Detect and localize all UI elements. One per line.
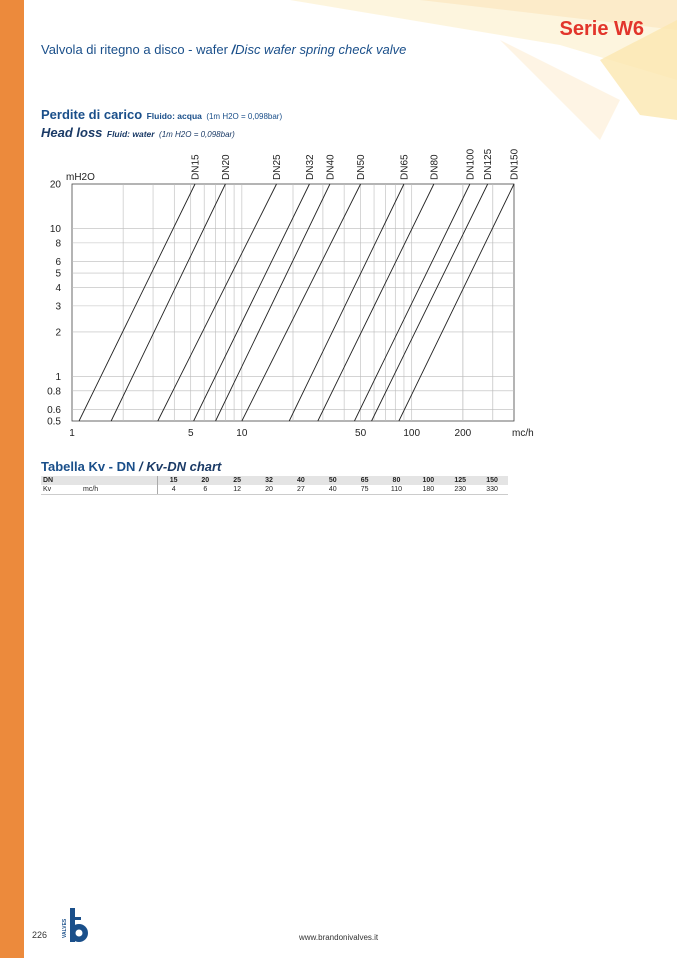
kv-header-row [41,476,508,485]
series-label-dn40: DN40 [325,154,337,180]
series-label-dn80: DN80 [429,154,441,180]
series-label-dn32: DN32 [304,154,316,180]
headloss-chart [0,140,677,450]
kv-header-cell: 15 [158,476,190,485]
kv-table-title [41,459,221,474]
kv-value-cell: 12 [221,485,253,495]
kv-value-cell: 330 [476,485,508,495]
kv-value-cell: 27 [285,485,317,495]
y-tick-label: 0.6 [47,404,61,416]
y-tick-label: 0.8 [47,386,61,398]
kv-header-cell: 125 [444,476,476,485]
kv-value-cell: Kv [41,485,81,495]
kv-value-cell: 180 [412,485,444,495]
y-tick-label: 1 [55,371,61,383]
headloss-note-en: (1m H2O = 0,098bar) [159,130,235,139]
series-label-dn20: DN20 [220,154,232,180]
kv-header-cell: 150 [476,476,508,485]
subtitle-italian: Valvola di ritegno a disco - wafer [41,42,228,57]
series-line-dn65 [289,184,404,421]
kv-value-cell: 4 [158,485,190,495]
kv-header-cell: 100 [412,476,444,485]
kv-table [41,476,508,495]
headloss-title-it: Perdite di carico [41,107,143,122]
series-line-dn32 [194,184,310,421]
y-tick-label: 6 [55,256,61,268]
website-url: www.brandonivalves.it [299,933,379,942]
x-tick-label: 1 [69,428,75,439]
kv-header-cell: 40 [285,476,317,485]
y-tick-label: 0.5 [47,416,61,428]
y-tick-label: 20 [49,179,61,191]
kv-title-italian: Tabella Kv - DN [41,459,136,474]
y-tick-label: 2 [55,327,61,339]
kv-value-cell: 20 [253,485,285,495]
headloss-title-en: Head loss [41,125,103,140]
series-label-dn150: DN150 [509,148,521,180]
series-line-dn15 [79,184,195,421]
kv-header-cell: 80 [381,476,413,485]
series-line-dn40 [216,184,330,421]
series-line-dn50 [242,184,361,421]
series-label-dn25: DN25 [272,154,284,180]
kv-value-cell: 75 [349,485,381,495]
series-label-dn15: DN15 [190,154,202,180]
series-title: Serie W6 [559,18,644,40]
headloss-note-it: (1m H2O = 0,098bar) [206,112,283,121]
y-tick-label: 10 [49,224,61,236]
y-tick-label: 8 [55,238,61,250]
y-tick-label: 3 [55,301,61,313]
series-line-dn20 [111,184,225,421]
chart-grid [72,184,514,421]
kv-value-cell: 230 [444,485,476,495]
series-line-dn100 [354,184,469,421]
subtitle-separator: / [231,42,236,57]
kv-header-cell: 25 [221,476,253,485]
kv-title-separator: / [139,459,143,474]
headloss-heading-italian [41,106,282,124]
x-axis-label: mc/h [512,428,534,439]
kv-title-english: Kv-DN chart [146,459,222,474]
kv-value-row [41,485,508,495]
logo-text: VALVES [62,918,68,938]
chart-series [79,184,514,421]
kv-header-cell: 32 [253,476,285,485]
page-number: 226 [32,930,48,940]
kv-value-cell: 110 [381,485,413,495]
kv-header-cell: 50 [317,476,349,485]
y-tick-label: 4 [55,282,61,294]
series-line-dn125 [372,184,488,421]
y-tick-label: 5 [55,268,61,280]
series-label-dn50: DN50 [356,154,368,180]
x-tick-label: 200 [454,428,472,439]
kv-header-cell: DN [41,476,81,485]
x-tick-label: 100 [403,428,421,439]
series-label-dn100: DN100 [465,148,477,180]
y-axis-label: mH2O [66,172,95,183]
series-label-dn125: DN125 [483,148,495,180]
kv-value-cell: 40 [317,485,349,495]
kv-header-cell [81,476,158,485]
subtitle-english: Disc wafer spring check valve [235,42,407,57]
headloss-fluid-en: Fluid: water [106,129,155,139]
kv-value-cell: 6 [189,485,221,495]
kv-value-cell: mc/h [81,485,158,495]
brandoni-logo [60,906,92,944]
series-label-dn65: DN65 [399,154,411,180]
x-tick-label: 50 [355,428,367,439]
kv-header-cell: 20 [189,476,221,485]
chart-labels [47,148,520,439]
headloss-fluid-it: Fluido: acqua [146,111,202,121]
x-tick-label: 10 [236,428,248,439]
kv-header-cell: 65 [349,476,381,485]
series-line-dn25 [158,184,277,421]
product-subtitle [41,42,406,57]
x-tick-label: 5 [187,428,194,439]
